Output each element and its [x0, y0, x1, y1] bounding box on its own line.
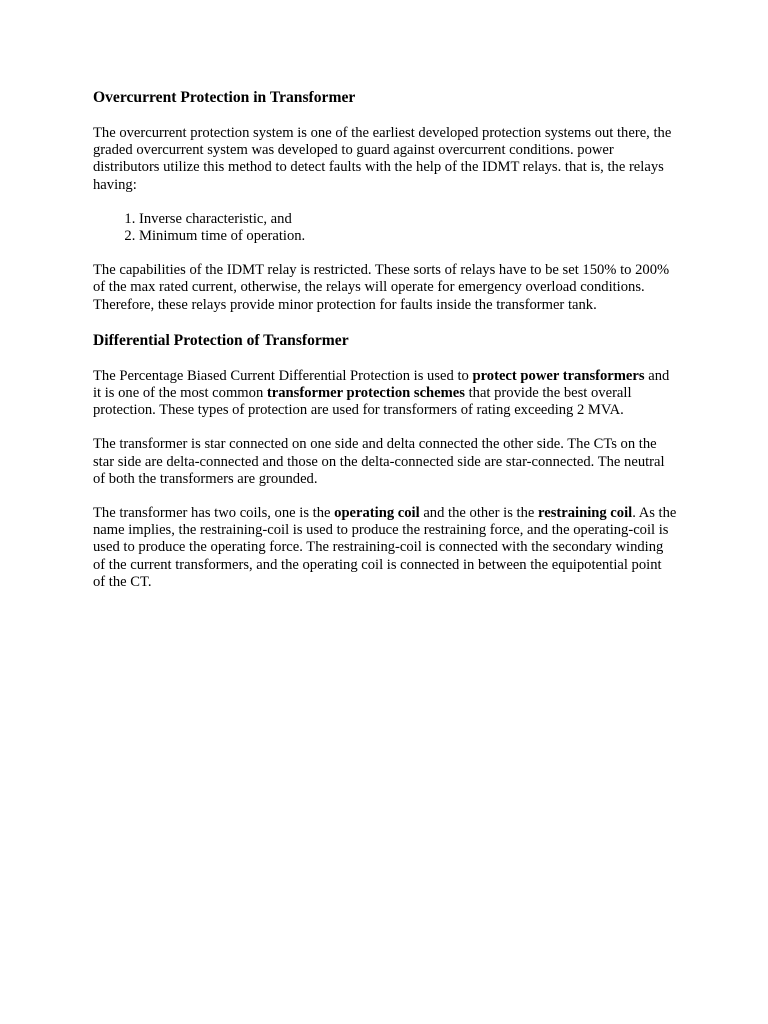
- section-title-overcurrent: Overcurrent Protection in Transformer: [93, 89, 356, 106]
- paragraph-overcurrent-intro: The overcurrent protection system is one of the earliest developed protection systems out there, the graded overcurrent system was developed to guard against overcurrent conditions. power distributors utilize this method to detect faults with the help of the IDMT relays. that is, the relays having:: [93, 125, 672, 193]
- bold-text-operating-coil: operating coil: [334, 505, 420, 522]
- bold-text-transformer-protection-schemes: transformer protection schemes: [266, 385, 465, 402]
- bold-text-restraining-coil: restraining coil: [538, 505, 633, 522]
- list-item: 1. Inverse characteristic, and: [139, 211, 677, 228]
- text-run: that provide the best overall protection. These types of protection are used for transformers of rating exceeding 2 MVA.: [93, 385, 632, 419]
- text-run: and the other is the: [419, 505, 539, 522]
- text-run: The Percentage Biased Current Differential Protection is used to: [93, 367, 473, 384]
- text-run: and it is one of the most common: [93, 367, 670, 402]
- section-title-differential: Differential Protection of Transformer: [93, 331, 349, 349]
- bold-text-protect-power-transformers: protect power transformers: [472, 367, 645, 384]
- list-item: 2. Minimum time of operation.: [139, 228, 677, 245]
- relay-characteristics-list: [93, 211, 677, 245]
- paragraph-coils: [93, 505, 677, 591]
- text-run: . As the name implies, the restraining-coil is used to produce the restraining force, and the operating-coil is used to produce the operating force. The restraining-coil is connected with the secondary winding of the current transformers, and the operating coil is connected in between the equipotential point of the CT.: [93, 505, 677, 590]
- paragraph-star-delta: The transformer is star connected on one side and delta connected the other side. The CTs on the star side are delta-connected and those on the delta-connected side are star-connected. The neutral of both the transformers are grounded.: [93, 436, 665, 487]
- document-page: [93, 88, 677, 608]
- text-run: The transformer has two coils, one is the: [93, 505, 335, 522]
- paragraph-differential-intro: [93, 368, 677, 420]
- paragraph-idmt-capabilities: The capabilities of the IDMT relay is restricted. These sorts of relays have to be set 150% to 200% of the max rated current, otherwise, the relays will operate for emergency overload conditions. Therefore, these relays provide minor protection for faults inside the transformer tank.: [93, 262, 670, 313]
